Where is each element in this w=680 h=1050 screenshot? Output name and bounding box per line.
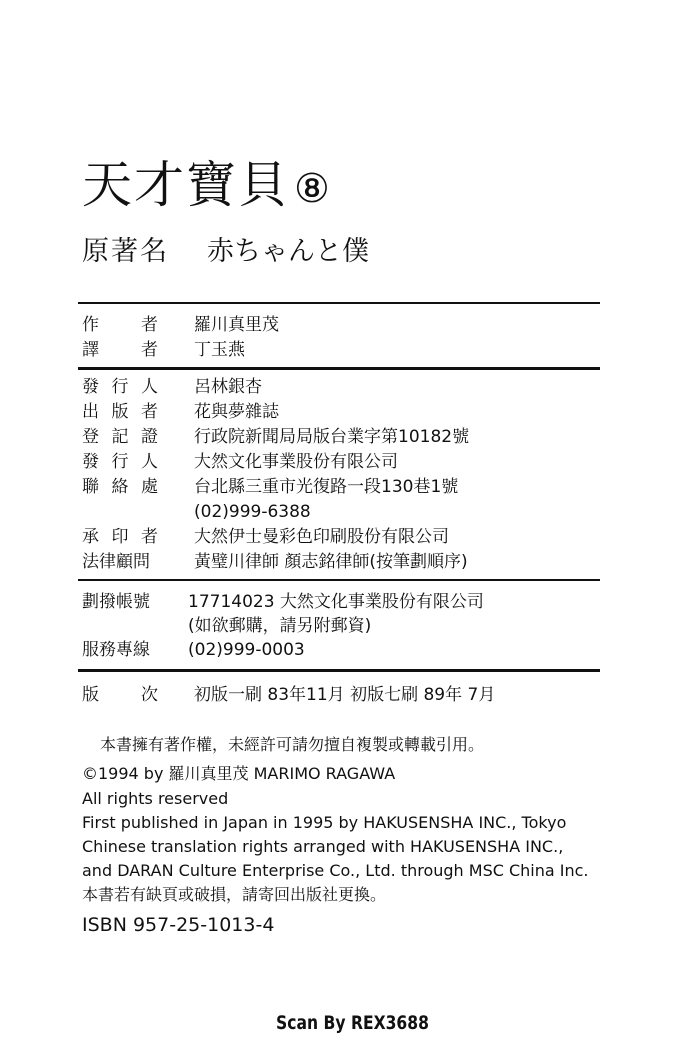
book-title [82,156,332,214]
isbn: ISBN 957-25-1013-4 [82,914,275,936]
agency-line: and DARAN Culture Enterprise Co., Ltd. through MSC China Inc. [82,861,589,880]
publishing-label: 發 行 人 [82,452,158,472]
publishing-label: 承 印 者 [82,527,158,547]
publishing-value: 黃璧川律師 顏志銘律師(按筆劃順序) [194,552,468,572]
service-value: (02)999-0003 [188,640,305,660]
divider [78,669,600,672]
divider [78,302,600,304]
service-label: 劃撥帳號 [82,592,150,612]
publishing-value: 呂林銀杏 [194,377,262,397]
book-title-text: 天才寶貝 [82,156,290,214]
publishing-label: 出 版 者 [82,402,158,422]
scan-credit: Scan By REX3688 [276,1012,429,1034]
volume-number: ⑧ [294,166,332,212]
credit-value: 丁玉燕 [194,340,245,360]
copyright-line: ©1994 by 羅川真里茂 MARIMO RAGAWA [82,764,396,783]
publishing-value: (02)999-6388 [194,502,311,522]
publishing-value: 大然伊士曼彩色印刷股份有限公司 [194,527,449,547]
original-title-value: 赤ちゃんと僕 [207,236,369,267]
divider [78,367,600,370]
divider [78,579,600,581]
replacement-notice: 本書若有缺頁或破損，請寄回出版社更換。 [82,885,387,904]
edition-label: 版 次 [82,685,158,705]
translation-line: Chinese translation rights arranged with HAKUSENSHA INC., [82,837,564,856]
original-title [82,238,369,265]
service-value: 17714023 大然文化事業股份有限公司 [188,592,484,612]
edition-value: 初版一刷 83年11月 初版七刷 89年 7月 [194,685,496,705]
publication-line: First published in Japan in 1995 by HAKUSENSHA INC., Tokyo [82,813,567,832]
credit-value: 羅川真里茂 [194,315,279,335]
original-title-label: 原著名 [82,236,169,267]
publishing-label: 聯 絡 處 [82,477,158,497]
publishing-value: 大然文化事業股份有限公司 [194,452,398,472]
service-label: 服務專線 [82,640,150,660]
credit-label: 作 者 [82,315,158,335]
publishing-value: 台北縣三重市光復路一段130巷1號 [194,477,459,497]
credit-label: 譯 者 [82,340,158,360]
publishing-value: 花與夢雜誌 [194,402,279,422]
publishing-label: 發 行 人 [82,377,158,397]
publishing-label: 登 記 證 [82,427,158,447]
service-value: (如欲郵購，請另附郵資) [188,616,372,636]
publishing-label: 法律顧問 [82,552,150,572]
copyright-notice: 本書擁有著作權，未經許可請勿擅自複製或轉載引用。 [100,735,485,754]
rights-line: All rights reserved [82,789,229,808]
publishing-value: 行政院新聞局局版台業字第10182號 [194,427,470,447]
